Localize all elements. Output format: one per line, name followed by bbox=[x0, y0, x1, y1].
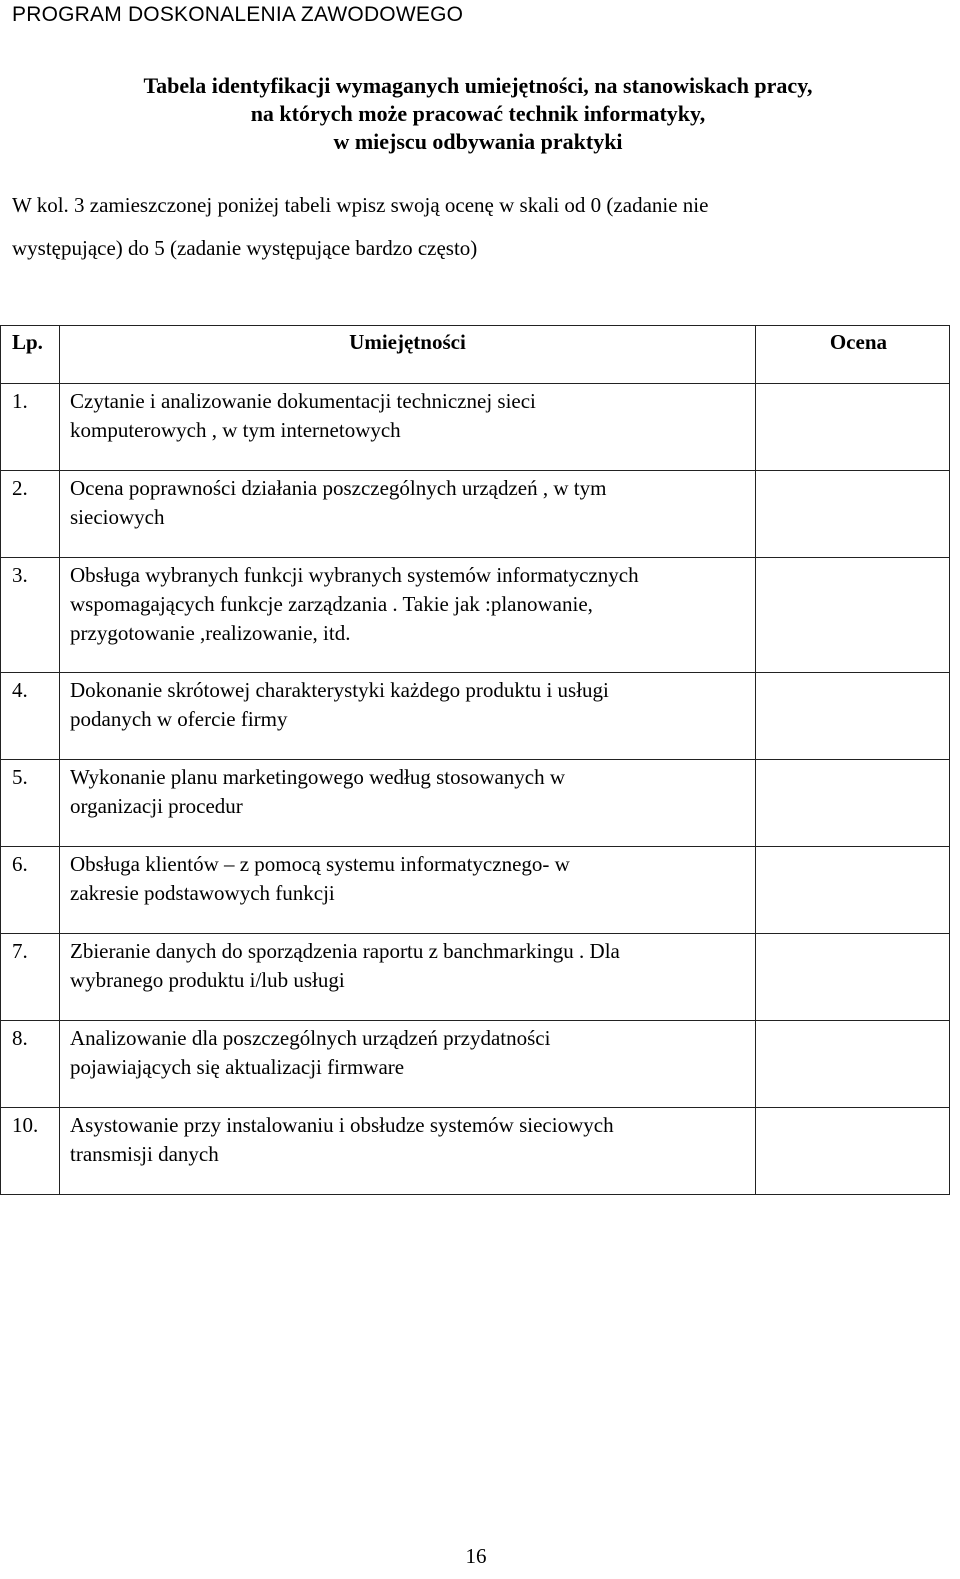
title-line-1: Tabela identyfikacji wymaganych umiejętności, na stanowiskach pracy, bbox=[143, 73, 813, 98]
skill-line: Asystowanie przy instalowaniu i obsłudze systemów sieciowych bbox=[70, 1113, 614, 1137]
row-number: 2. bbox=[1, 471, 60, 558]
instruction-line-1: W kol. 3 zamieszczonej poniżej tabeli wpisz swoją ocenę w skali od 0 (zadanie nie bbox=[12, 193, 709, 217]
skill-description bbox=[60, 934, 756, 1021]
score-cell[interactable] bbox=[756, 384, 950, 471]
skill-line: Obsługa wybranych funkcji wybranych systemów informatycznych bbox=[70, 563, 639, 587]
title-line-2: na których może pracować technik informatyky, bbox=[250, 101, 706, 126]
row-number: 7. bbox=[1, 934, 60, 1021]
row-number: 10. bbox=[1, 1108, 60, 1195]
instruction-text bbox=[12, 184, 942, 270]
table-row bbox=[1, 847, 950, 934]
table-row bbox=[1, 558, 950, 673]
row-number: 5. bbox=[1, 760, 60, 847]
score-cell[interactable] bbox=[756, 471, 950, 558]
skill-description bbox=[60, 673, 756, 760]
table-header-row bbox=[1, 326, 950, 384]
skill-line: pojawiających się aktualizacji firmware bbox=[70, 1055, 405, 1079]
table-row bbox=[1, 384, 950, 471]
table-row bbox=[1, 760, 950, 847]
table-row bbox=[1, 471, 950, 558]
row-number: 3. bbox=[1, 558, 60, 673]
skill-description bbox=[60, 558, 756, 673]
skill-line: Obsługa klientów – z pomocą systemu informatycznego- w bbox=[70, 852, 570, 876]
skill-description bbox=[60, 760, 756, 847]
skill-line: wspomagających funkcje zarządzania . Takie jak :planowanie, bbox=[70, 592, 593, 616]
header-score: Ocena bbox=[756, 326, 950, 384]
score-cell[interactable] bbox=[756, 558, 950, 673]
row-number: 8. bbox=[1, 1021, 60, 1108]
skill-line: Ocena poprawności działania poszczególnych urządzeń , w tym bbox=[70, 476, 607, 500]
skill-line: Czytanie i analizowanie dokumentacji technicznej sieci bbox=[70, 389, 536, 413]
skill-line: Zbieranie danych do sporządzenia raportu z banchmarkingu . Dla bbox=[70, 939, 620, 963]
instruction-line-2: występujące) do 5 (zadanie występujące bardzo często) bbox=[12, 236, 478, 260]
score-cell[interactable] bbox=[756, 673, 950, 760]
score-cell[interactable] bbox=[756, 934, 950, 1021]
document-title bbox=[12, 72, 944, 156]
row-number: 6. bbox=[1, 847, 60, 934]
table-row bbox=[1, 673, 950, 760]
skill-line: organizacji procedur bbox=[70, 794, 243, 818]
score-cell[interactable] bbox=[756, 1021, 950, 1108]
skill-line: komputerowych , w tym internetowych bbox=[70, 418, 401, 442]
skills-table bbox=[0, 325, 950, 1195]
skill-line: Analizowanie dla poszczególnych urządzeń przydatności bbox=[70, 1026, 551, 1050]
score-cell[interactable] bbox=[756, 760, 950, 847]
page-number: 16 bbox=[465, 1544, 487, 1568]
skill-line: Wykonanie planu marketingowego według stosowanych w bbox=[70, 765, 566, 789]
skill-line: wybranego produktu i/lub usługi bbox=[70, 968, 345, 992]
table-row bbox=[1, 934, 950, 1021]
skill-description bbox=[60, 1021, 756, 1108]
skill-line: przygotowanie ,realizowanie, itd. bbox=[70, 621, 351, 645]
title-line-3: w miejscu odbywania praktyki bbox=[333, 129, 623, 154]
score-cell[interactable] bbox=[756, 1108, 950, 1195]
table-row bbox=[1, 1108, 950, 1195]
skill-description bbox=[60, 847, 756, 934]
skill-line: podanych w ofercie firmy bbox=[70, 707, 288, 731]
skill-line: Dokonanie skrótowej charakterystyki każdego produktu i usługi bbox=[70, 678, 609, 702]
table-row bbox=[1, 1021, 950, 1108]
header-lp: Lp. bbox=[1, 326, 60, 384]
score-cell[interactable] bbox=[756, 847, 950, 934]
row-number: 1. bbox=[1, 384, 60, 471]
skill-description bbox=[60, 384, 756, 471]
skill-description bbox=[60, 1108, 756, 1195]
row-number: 4. bbox=[1, 673, 60, 760]
header-skills: Umiejętności bbox=[60, 326, 756, 384]
skill-description bbox=[60, 471, 756, 558]
skill-line: zakresie podstawowych funkcji bbox=[70, 881, 335, 905]
skill-line: transmisji danych bbox=[70, 1142, 219, 1166]
program-header: PROGRAM DOSKONALENIA ZAWODOWEGO bbox=[12, 3, 464, 26]
skill-line: sieciowych bbox=[70, 505, 165, 529]
